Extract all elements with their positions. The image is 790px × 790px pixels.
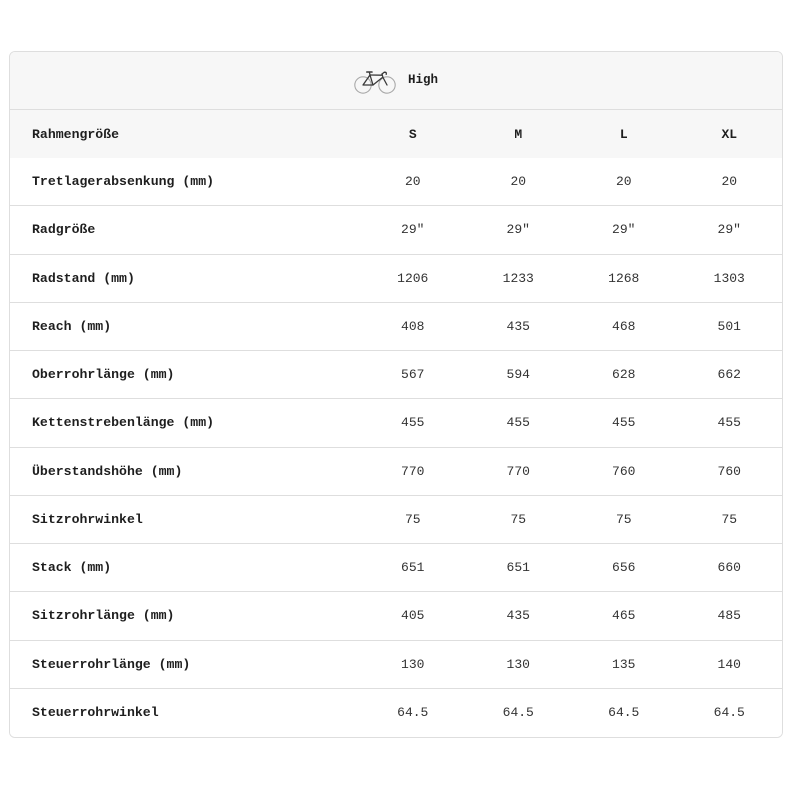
- row-label: Steuerrohrlänge (mm): [32, 656, 191, 672]
- geometry-row: [10, 158, 782, 206]
- value-size-m: 130: [506, 656, 530, 672]
- column-header-frame-size: Rahmengröße: [32, 126, 120, 142]
- value-size-l: 135: [612, 656, 636, 672]
- geometry-row: [10, 689, 782, 737]
- value-size-s: 455: [401, 415, 425, 431]
- geometry-row: [10, 303, 782, 351]
- row-label: Überstandshöhe (mm): [32, 463, 183, 479]
- value-size-m: 75: [510, 511, 527, 527]
- value-size-m: 1233: [502, 270, 534, 286]
- value-size-m: 29": [506, 222, 530, 238]
- value-size-s: 130: [401, 656, 425, 672]
- value-size-xl: 455: [717, 415, 741, 431]
- value-size-l: 20: [615, 174, 632, 190]
- row-label: Reach (mm): [32, 318, 112, 334]
- value-size-xl: 29": [717, 222, 741, 238]
- value-size-l: 455: [612, 415, 636, 431]
- row-label: Radgröße: [32, 222, 96, 238]
- row-label: Steuerrohrwinkel: [32, 705, 159, 721]
- geometry-row: [10, 496, 782, 544]
- value-size-xl: 20: [721, 174, 738, 190]
- value-size-m: 770: [506, 463, 530, 479]
- value-size-s: 770: [401, 463, 425, 479]
- value-size-xl: 660: [717, 560, 741, 576]
- row-label: Radstand (mm): [32, 270, 135, 286]
- value-size-xl: 64.5: [713, 705, 745, 721]
- value-size-xl: 140: [717, 656, 741, 672]
- value-size-xl: 1303: [713, 270, 745, 286]
- geometry-row: [10, 206, 782, 254]
- value-size-s: 1206: [397, 270, 429, 286]
- value-size-l: 64.5: [608, 705, 640, 721]
- geometry-header: [10, 52, 782, 110]
- row-label: Tretlagerabsenkung (mm): [32, 174, 215, 190]
- value-size-m: 594: [506, 367, 530, 383]
- value-size-xl: 485: [717, 608, 741, 624]
- value-size-xl: 662: [717, 367, 741, 383]
- value-size-l: 656: [612, 560, 636, 576]
- value-size-l: 29": [612, 222, 636, 238]
- value-size-s: 408: [401, 318, 425, 334]
- row-label: Kettenstrebenlänge (mm): [32, 415, 215, 431]
- value-size-l: 1268: [608, 270, 640, 286]
- value-size-m: 435: [506, 608, 530, 624]
- row-label: Oberrohrlänge (mm): [32, 367, 175, 383]
- geometry-table-card: [9, 51, 783, 738]
- column-header-xl: XL: [721, 126, 738, 142]
- value-size-m: 651: [506, 560, 530, 576]
- geometry-title: High: [407, 73, 438, 88]
- geometry-row: [10, 448, 782, 496]
- value-size-s: 405: [401, 608, 425, 624]
- row-label: Sitzrohrwinkel: [32, 511, 143, 527]
- value-size-xl: 75: [721, 511, 738, 527]
- value-size-l: 468: [612, 318, 636, 334]
- value-size-s: 64.5: [397, 705, 429, 721]
- column-header-l: L: [619, 126, 628, 142]
- geometry-row: [10, 641, 782, 689]
- value-size-l: 75: [615, 511, 632, 527]
- value-size-s: 567: [401, 367, 425, 383]
- value-size-xl: 760: [717, 463, 741, 479]
- value-size-m: 435: [506, 318, 530, 334]
- geometry-row: [10, 351, 782, 399]
- bike-icon: [354, 68, 396, 94]
- value-size-m: 64.5: [502, 705, 534, 721]
- value-size-l: 628: [612, 367, 636, 383]
- value-size-xl: 501: [717, 318, 741, 334]
- column-header-row: [10, 110, 782, 158]
- value-size-s: 651: [401, 560, 425, 576]
- geometry-row: [10, 399, 782, 447]
- value-size-l: 465: [612, 608, 636, 624]
- column-header-m: M: [514, 126, 523, 142]
- geometry-row: [10, 592, 782, 640]
- column-header-s: S: [408, 126, 417, 142]
- geometry-row: [10, 255, 782, 303]
- value-size-l: 760: [612, 463, 636, 479]
- value-size-s: 20: [404, 174, 421, 190]
- row-label: Sitzrohrlänge (mm): [32, 608, 175, 624]
- value-size-m: 455: [506, 415, 530, 431]
- value-size-m: 20: [510, 174, 527, 190]
- geometry-row: [10, 544, 782, 592]
- row-label: Stack (mm): [32, 560, 112, 576]
- value-size-s: 29": [401, 222, 425, 238]
- value-size-s: 75: [404, 511, 421, 527]
